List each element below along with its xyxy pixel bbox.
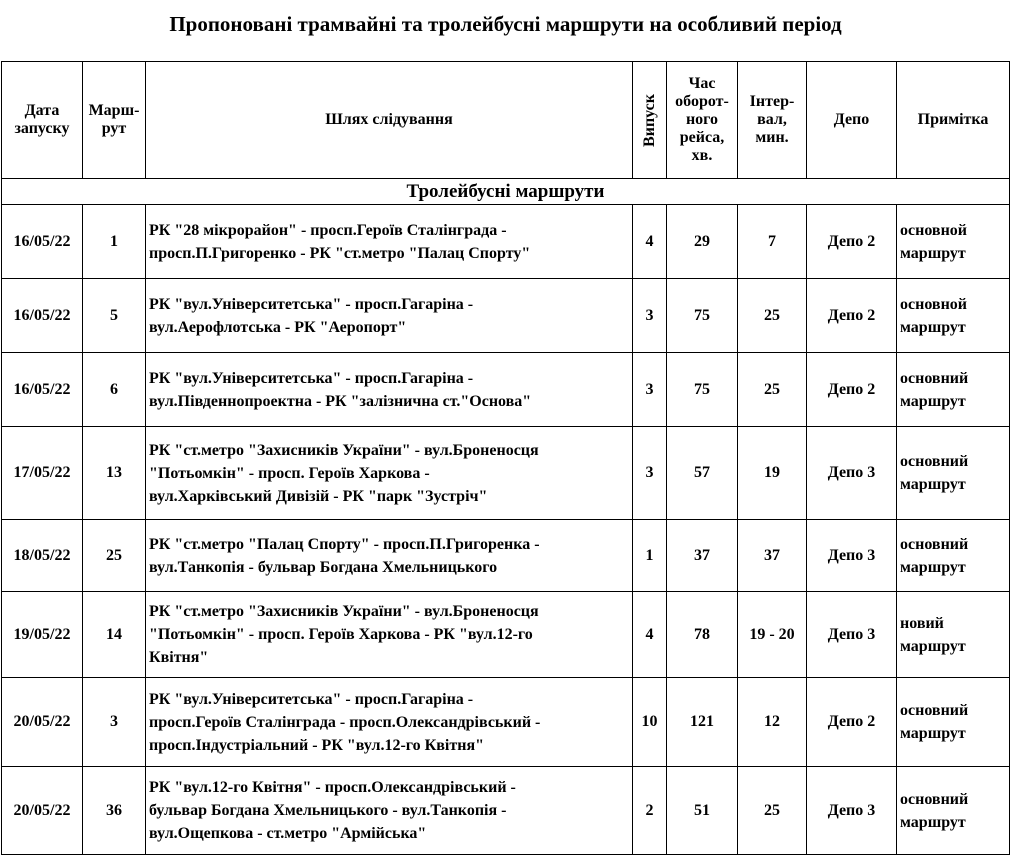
cell-path [146, 592, 633, 678]
note-line: основний [900, 369, 969, 387]
table-row [2, 592, 1010, 678]
cell-note [897, 767, 1010, 855]
cell-depot: Депо 2 [807, 279, 897, 353]
cell-path [146, 520, 633, 592]
note-line: основний [900, 453, 969, 470]
cell-note [897, 279, 1010, 353]
cell-route: 14 [83, 592, 146, 678]
table-row [2, 205, 1010, 279]
cell-route: 1 [83, 205, 146, 279]
cell-output: 10 [633, 678, 667, 767]
note-line: маршрут [900, 476, 966, 493]
cell-interval: 19 [738, 427, 807, 520]
cell-path [146, 353, 633, 427]
header-row [2, 62, 1010, 179]
cell-output: 3 [633, 279, 667, 353]
header-interval-line: вал, [757, 111, 787, 128]
header-note: Примітка [897, 62, 1010, 179]
cell-path [146, 767, 633, 855]
note-line: маршрут [900, 392, 966, 410]
header-output [633, 62, 667, 179]
note-line: новий [900, 614, 944, 632]
cell-depot: Депо 3 [807, 767, 897, 855]
cell-output: 1 [633, 520, 667, 592]
table-row [2, 353, 1010, 427]
path-line: РК "ст.метро "Захисників України" - вул.Броненосця [149, 603, 539, 620]
header-time-line: ного [685, 111, 719, 128]
path-line: РК "ст.метро "Захисників України" - вул.Броненосця [149, 441, 539, 459]
table-row [2, 678, 1010, 767]
path-line: бульвар Богдана Хмельницького - вул.Танкопія - [149, 802, 507, 819]
note-line: маршрут [900, 318, 966, 336]
cell-route: 13 [83, 427, 146, 520]
header-interval [738, 62, 807, 179]
note-line: маршрут [900, 558, 966, 576]
cell-time: 57 [667, 427, 738, 520]
cell-depot: Депо 2 [807, 678, 897, 767]
note-line: маршрут [900, 637, 966, 655]
table-row [2, 767, 1010, 855]
cell-route: 36 [83, 767, 146, 855]
page-title: Пропоновані трамвайні та тролейбусні маршрути на особливий період [169, 12, 842, 36]
cell-time: 75 [667, 279, 738, 353]
cell-output: 4 [633, 592, 667, 678]
cell-depot: Депо 3 [807, 592, 897, 678]
header-interval-line: мин. [755, 129, 789, 146]
path-line: Квітня" [149, 649, 209, 666]
cell-date: 20/05/22 [2, 767, 83, 855]
header-time-line: оборот- [675, 93, 729, 110]
path-line: просп.П.Григоренко - РК "ст.метро "Палац Спорту" [149, 244, 531, 262]
cell-note [897, 427, 1010, 520]
path-line: РК "ст.метро "Палац Спорту" - просп.П.Григоренка - [149, 535, 540, 553]
cell-date: 17/05/22 [2, 427, 83, 520]
cell-interval: 19 - 20 [738, 592, 807, 678]
path-line: просп.Героїв Сталінграда - просп.Олександрівський - [149, 713, 541, 731]
note-line: маршрут [900, 244, 966, 262]
path-line: вул.Танкопія - бульвар Богдана Хмельницького [149, 558, 498, 576]
cell-route: 6 [83, 353, 146, 427]
header-time-line: рейса, [679, 129, 725, 146]
cell-interval: 25 [738, 767, 807, 855]
cell-note [897, 592, 1010, 678]
header-time [667, 62, 738, 179]
cell-time: 75 [667, 353, 738, 427]
cell-output: 4 [633, 205, 667, 279]
path-line: вул.Південнопроектна - РК "залізнична ст."Основа" [149, 392, 532, 410]
cell-depot: Депо 3 [807, 427, 897, 520]
cell-note [897, 520, 1010, 592]
cell-note [897, 353, 1010, 427]
table-row [2, 520, 1010, 592]
header-output-label: Випуск [640, 93, 658, 147]
cell-path [146, 279, 633, 353]
section-title: Тролейбусні маршрути [2, 179, 1010, 205]
path-line: вул.Ощепкова - ст.метро "Армійська" [149, 825, 427, 842]
header-date-line: запуску [14, 120, 70, 137]
cell-interval: 25 [738, 353, 807, 427]
header-path: Шлях слідування [146, 62, 633, 179]
cell-depot: Депо 2 [807, 205, 897, 279]
cell-depot: Депо 3 [807, 520, 897, 592]
path-line: вул.Аерофлотська - РК "Аеропорт" [149, 318, 407, 336]
header-route [83, 62, 146, 179]
note-line: основной [900, 221, 967, 239]
note-line: маршрут [900, 813, 966, 831]
cell-time: 78 [667, 592, 738, 678]
section-row [2, 179, 1010, 205]
path-line: "Потьомкін" - просп. Героїв Харкова - [149, 464, 430, 482]
header-time-line: Час [688, 75, 716, 92]
cell-date: 20/05/22 [2, 678, 83, 767]
path-line: РК "вул.Університетська" - просп.Гагаріна - [149, 295, 474, 313]
header-interval-line: Інтер- [749, 93, 795, 110]
cell-date: 18/05/22 [2, 520, 83, 592]
table-row [2, 279, 1010, 353]
path-line: вул.Харківський Дивізій - РК "парк "Зустріч" [149, 487, 488, 505]
cell-output: 3 [633, 427, 667, 520]
note-line: маршрут [900, 725, 966, 742]
path-line: РК "28 мікрорайон" - просп.Героїв Сталінграда - [149, 221, 507, 239]
path-line: просп.Індустріальний - РК "вул.12-го Квітня" [149, 736, 484, 754]
cell-output: 2 [633, 767, 667, 855]
cell-time: 121 [667, 678, 738, 767]
cell-depot: Депо 2 [807, 353, 897, 427]
cell-route: 5 [83, 279, 146, 353]
header-route-line: Марш- [88, 102, 140, 119]
path-line: РК "вул.Університетська" - просп.Гагаріна - [149, 369, 474, 387]
cell-date: 16/05/22 [2, 279, 83, 353]
cell-interval: 12 [738, 678, 807, 767]
path-line: РК "вул.Університетська" - просп.Гагаріна - [149, 690, 474, 708]
cell-output: 3 [633, 353, 667, 427]
cell-date: 19/05/22 [2, 592, 83, 678]
cell-route: 3 [83, 678, 146, 767]
cell-route: 25 [83, 520, 146, 592]
cell-path [146, 678, 633, 767]
cell-interval: 7 [738, 205, 807, 279]
cell-note [897, 205, 1010, 279]
note-line: основний [900, 535, 969, 553]
cell-path [146, 427, 633, 520]
header-date-line: Дата [24, 102, 60, 119]
header-date [2, 62, 83, 179]
cell-note [897, 678, 1010, 767]
cell-interval: 37 [738, 520, 807, 592]
cell-time: 29 [667, 205, 738, 279]
cell-interval: 25 [738, 279, 807, 353]
note-line: основний [900, 702, 969, 719]
cell-path [146, 205, 633, 279]
note-line: основний [900, 790, 969, 808]
note-line: основной [900, 295, 967, 313]
table-row [2, 427, 1010, 520]
header-route-line: рут [101, 120, 127, 137]
cell-date: 16/05/22 [2, 205, 83, 279]
routes-table [1, 61, 1010, 855]
cell-date: 16/05/22 [2, 353, 83, 427]
cell-time: 37 [667, 520, 738, 592]
path-line: РК "вул.12-го Квітня" - просп.Олександрівський - [149, 779, 516, 796]
header-time-line: хв. [691, 147, 713, 164]
cell-time: 51 [667, 767, 738, 855]
header-depot: Депо [807, 62, 897, 179]
path-line: "Потьомкін" - просп. Героїв Харкова - РК "вул.12-го [149, 626, 533, 643]
